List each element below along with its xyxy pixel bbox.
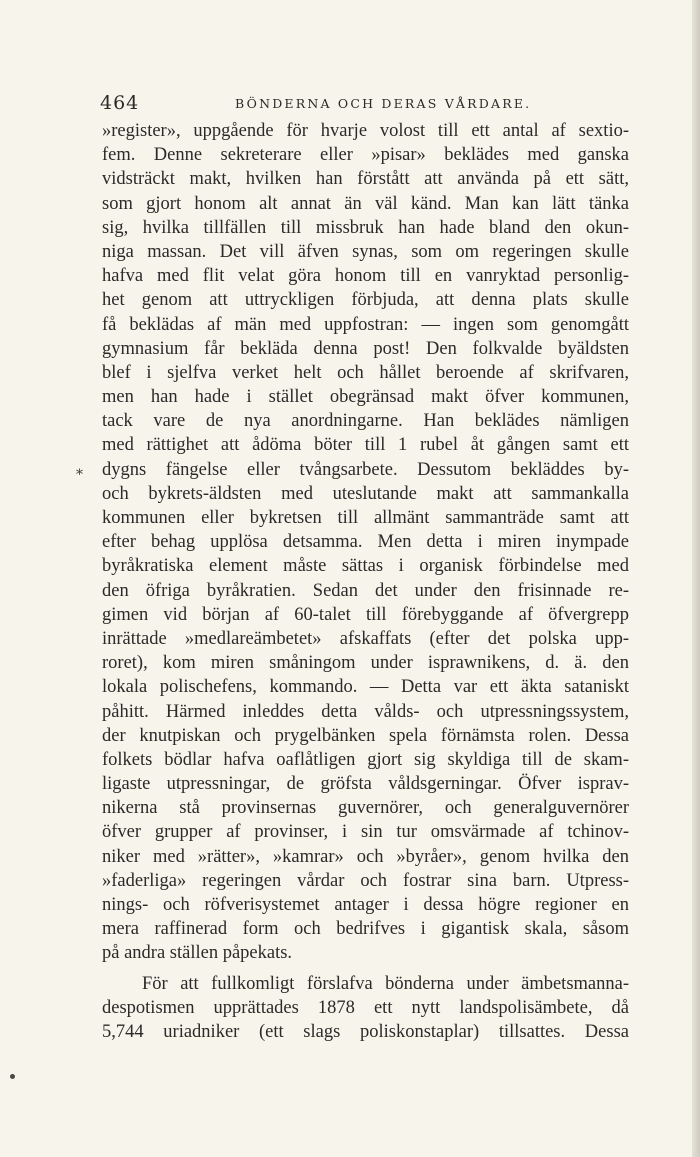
text-line: dygns fängelse eller tvångsarbete. Dessutom bekläddes by- [102,459,629,480]
text-line: fem. Denne sekreterare eller »pisar» beklädes med ganska [102,145,629,166]
text-line: öfver grupper af provinser, i sin tur omsvärmade af tchinov- [102,822,629,843]
page-edge [692,0,700,1157]
text-line: påhitt. Härmed inleddes detta vålds- och utpressningssystem, [102,701,629,722]
text-line: niga massan. Det vill äfven synas, som om regeringen skulle [102,241,629,262]
text-line: despotismen upprättades 1878 ett nytt landspolisämbete, då [102,997,629,1018]
text-line: mera raffinerad form och bedrifves i gigantisk skala, såsom [102,919,629,940]
text-line: på andra ställen påpekats. [102,943,293,964]
text-line: blef i sjelfva verket helt och hållet beroende af skrifvaren, [102,362,629,383]
text-line: nings- och röfverisystemet antager i dessa högre regioner en [102,895,629,915]
text-line: den öfriga byråkratien. Sedan det under den frisinnade re- [102,580,629,601]
text-line: lokala polischefens, kommando. — Detta var ett äkta sataniskt [102,677,629,698]
text-line: tack vare de nya anordningarne. Han beklädes nämligen [102,411,629,432]
text-line: »register», uppgående för hvarje volost till ett antal af sextio- [102,121,629,141]
body-text [102,119,629,1044]
margin-annotation-mark: * [76,467,83,483]
page-header [100,92,630,116]
text-line: och bykrets-äldsten med uteslutande makt att sammankalla [102,483,629,504]
text-line: inrättade »medlareämbetet» afskaffats (efter det polska upp- [102,628,629,649]
text-line: efter behag upplösa detsamma. Men detta i miren inympade [102,532,629,553]
text-line: niker med »rätter», »kamrar» och »byråer», genom hvilka den [102,846,629,867]
text-line: gimen vid början af 60-talet till förebyggande af öfvergrepp [102,604,629,625]
text-line: nikerna stå provinsernas guvernörer, och generalguvernörer [102,798,629,819]
text-line: gymnasium får bekläda denna post! Den folkvalde byäldsten [102,338,629,359]
text-line: hafva med flit velat göra honom till en vanryktad personlig- [102,266,629,287]
text-line: men han hade i stället obegränsad makt öfver kommunen, [102,387,629,408]
text-line: roret), kom miren småningom under isprawnikens, d. ä. den [102,653,629,674]
running-head: BÖNDERNA OCH DERAS VÅRDARE. [235,96,532,111]
text-line: vidsträckt makt, hvilken han förstått att använda på ett sätt, [102,169,629,190]
text-line: ligaste utpressningar, de gröfsta våldsgerningar. Öfver isprav- [102,774,629,795]
text-line: het genom att uttryckligen förbjuda, att denna plats skulle [102,290,629,311]
text-line: kommunen eller bykretsen till allmänt sammanträde samt att [102,508,629,528]
page-number: 464 [100,92,140,114]
margin-ink-dot [10,1074,15,1079]
text-line: få beklädas af män med uppfostran: — ingen som genomgått [102,314,629,335]
text-line: folkets bödlar hafva oaflåtligen gjort sig skyldiga till de skam- [102,749,629,770]
text-line: med rättighet att ådöma böter till 1 rubel åt gången samt ett [102,435,629,456]
text-line: der knutpiskan och prygelbänken spela förnämsta rolen. Dessa [102,725,629,746]
text-line: För att fullkomligt förslafva bönderna under ämbetsmanna- [142,973,629,994]
text-line: sig, hvilka tillfällen till missbruk han hade bland den okun- [102,217,629,238]
text-line: byråkratiska element måste sättas i organisk förbindelse med [102,556,629,577]
text-line: 5,744 uriadniker (ett slags poliskonstaplar) tillsattes. Dessa [102,1021,629,1042]
text-line: som gjort honom alt annat än väl känd. Man kan lätt tänka [102,193,629,214]
text-line: »faderliga» regeringen vårdar och fostrar sina barn. Utpress- [102,870,629,891]
